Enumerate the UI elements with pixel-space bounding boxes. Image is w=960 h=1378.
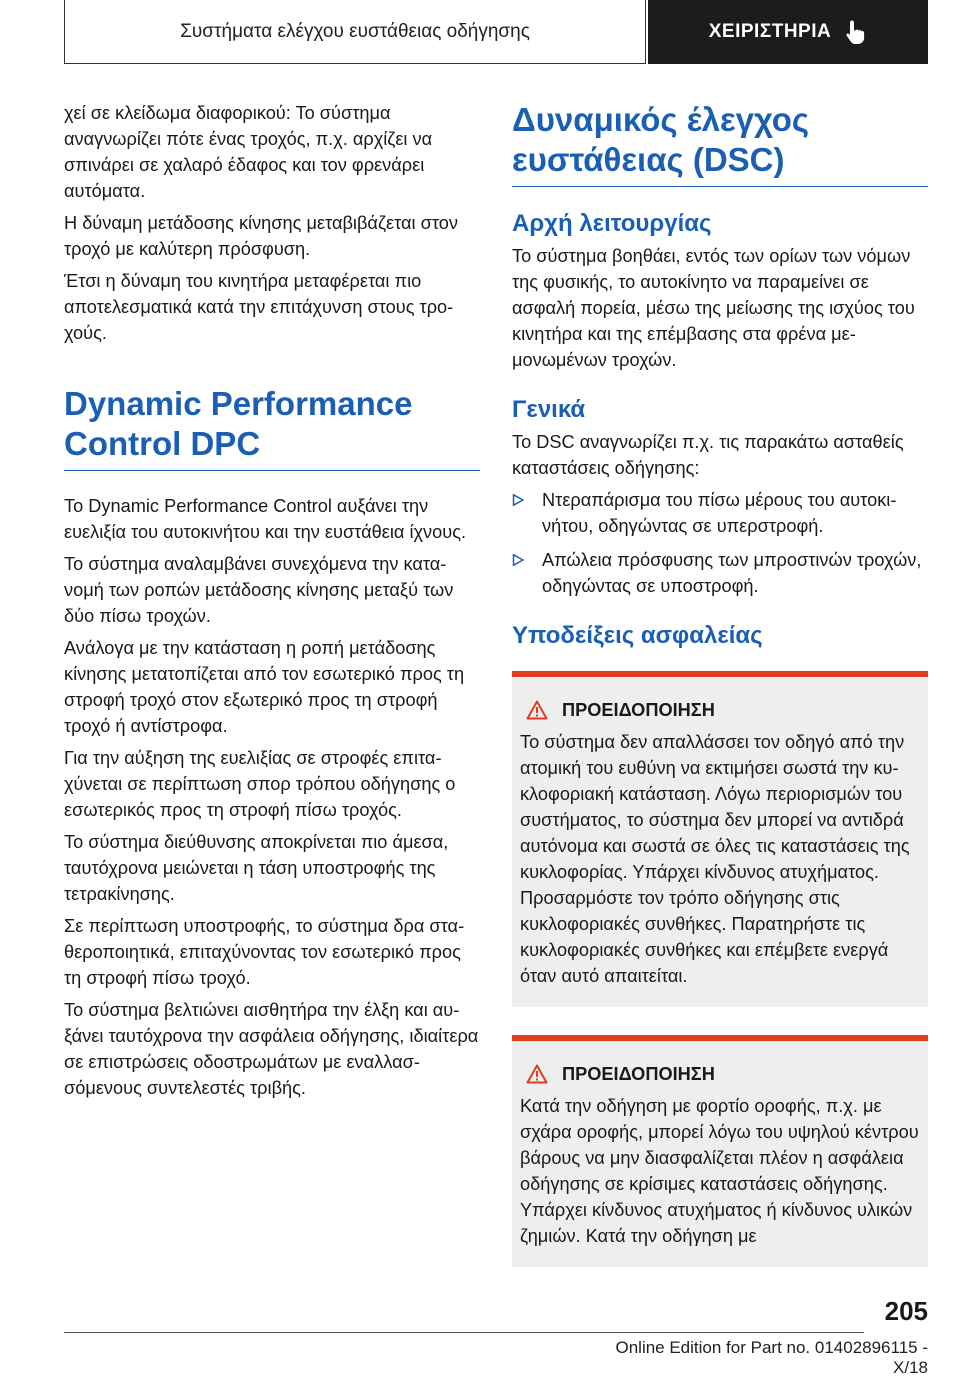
general-paragraph: Το DSC αναγνωρίζει π.χ. τις παρακάτω ασταθείς καταστάσεις οδήγησης: <box>512 432 904 478</box>
section-title: Συστήματα ελέγχου ευστάθειας οδήγησης <box>180 20 530 42</box>
triangle-bullet-icon <box>512 554 524 566</box>
list-item <box>512 547 928 599</box>
hand-pointer-icon <box>845 19 867 45</box>
header-manual-tab[interactable] <box>648 0 928 64</box>
principle-heading: Αρχή λειτουργίας <box>512 210 712 237</box>
dsc-heading: Δυναμικός έλεγχος ευστάθειας (DSC) <box>512 100 928 187</box>
dpc-paragraph: Ανάλογα με την κατάσταση η ροπή μετάδοσης κίνησης μετατοπίζεται από τον εσωτερικό προς τη στροφή τροχό στον εξωτερικό προς τη στροφή τροχό ή αντίστροφα. <box>64 638 465 736</box>
safety-heading: Υποδείξεις ασφαλείας <box>512 622 763 649</box>
manual-label: ΧΕΙΡΙΣΤΗΡΙΑ <box>708 21 832 42</box>
dpc-paragraph: Το Dynamic Performance Control αυξάνει την ευελιξία του αυτοκινήτου και την ευστάθεια ίχνους. <box>64 496 467 542</box>
warning-box <box>512 671 928 1007</box>
warning-title: ΠΡΟΕΙΔΟΠΟΙΗΣΗ <box>562 700 715 720</box>
warning-text: Κατά την οδήγηση με φορτίο οροφής, π.χ. με σχάρα οροφής, μπορεί λόγω του υψηλού κέντρου βάρους να μην διασφαλίζεται πλέον η ασφάλεια οδήγησης σε κρίσιμες καταστάσεις οδήγησης. Υπάρχει κίνδυνος ατυχήματος ή κίνδυνος υλικών ζημιών. Κατά την οδήγηση με <box>520 1096 919 1246</box>
principle-paragraph: Το σύστημα βοηθάει, εντός των ορίων των νόμων της φυσικής, το αυτοκίνητο να παραμείνει σε ασφαλή πορεία, μέσω της μείωσης της ισχύος του κινητήρα και της επέμβασης στα φρένα μεμονωμένων τροχών. <box>512 246 915 370</box>
dpc-paragraph: Σε περίπτωση υποστροφής, το σύστημα δρα σταθεροποιητικά, επιταχύνοντας τον εσωτερικό προς τη στροφή πίσω τροχό. <box>64 916 465 988</box>
list-item-text: Ντεραπάρισμα του πίσω μέρους του αυτοκινήτου, οδηγώντας σε υπερστροφή. <box>542 490 897 536</box>
list-item-text: Απώλεια πρόσφυσης των μπροστινών τροχών, οδηγώντας σε υποστροφή. <box>542 550 922 596</box>
warning-box <box>512 1035 928 1267</box>
intro-paragraph: Η δύναμη μετάδοσης κίνησης μεταβιβάζεται στον τροχό με καλύτερη πρόσφυση. <box>64 213 458 259</box>
warning-header <box>520 697 920 723</box>
footer-edition: Online Edition for Part no. 01402896115 - X/18 <box>615 1338 928 1377</box>
right-column <box>512 100 928 1267</box>
warning-title: ΠΡΟΕΙΔΟΠΟΙΗΣΗ <box>562 1064 715 1084</box>
dpc-paragraph: Το σύστημα διεύθυνσης αποκρίνεται πιο άμεσα, ταυτόχρονα μειώνεται η τάση υποστροφής της τετρακίνησης. <box>64 832 449 904</box>
triangle-bullet-icon <box>512 494 524 506</box>
list-item <box>512 487 928 539</box>
left-column <box>64 100 480 1107</box>
intro-paragraph: Έτσι η δύναμη του κινητήρα μεταφέρεται πιο αποτελεσματικά κατά την επιτάχυνση στους τροχούς. <box>64 271 454 343</box>
warning-triangle-icon <box>526 1064 548 1084</box>
footer-divider <box>64 1332 864 1333</box>
intro-paragraph: χεί σε κλείδωμα διαφορικού: Το σύστημα αναγνωρίζει πότε ένας τροχός, π.χ. αρχίζει να σπινάρει σε χαλαρό έδαφος και τον φρενάρει αυτόματα. <box>64 103 433 201</box>
dpc-paragraph: Το σύστημα βελτιώνει αισθητήρα την έλξη και αυξάνει ταυτόχρονα την ασφάλεια οδήγησης, ιδιαίτερα σε επιστρώσεις οδοστρωμάτων με εναλλασσόμενους συντελεστές τριβής. <box>64 1000 479 1098</box>
dpc-paragraph: Το σύστημα αναλαμβάνει συνεχόμενα την κατανομή των ροπών μετάδοσης κίνησης μεταξύ των δύο πίσω τροχών. <box>64 554 454 626</box>
instability-list <box>512 487 928 599</box>
warning-triangle-icon <box>526 700 548 720</box>
warning-text: Το σύστημα δεν απαλλάσσει τον οδηγό από την ατομική του ευθύνη να εκτιμήσει σωστά την κυκλοφοριακή κατάσταση. Λόγω περιορισμών του συστήματος, το σύστημα δεν μπορεί να αντιδρά αυτόνομα και σωστά σε όλες τις καταστάσεις της κυκλοφορίας. Υπάρχει κίνδυνος ατυχήματος. Προσαρμόστε τον τρόπο οδήγησης στις κυκλοφοριακές συνθήκες. Παρατηρήστε τις κυκλοφοριακές συνθήκες και επέμβετε ενεργά όταν αυτό απαιτείται. <box>520 732 910 986</box>
page-number: 205 <box>884 1296 928 1326</box>
general-heading: Γενικά <box>512 396 586 423</box>
dpc-paragraph: Για την αύξηση της ευελιξίας σε στροφές επιταχύνεται σε περίπτωση σπορ τρόπου οδήγησης ο εσωτερικός προς τη στροφή πίσω τροχός. <box>64 748 456 820</box>
header-section-title <box>64 0 646 64</box>
warning-header <box>520 1061 920 1087</box>
dpc-heading: Dynamic Performance Control DPC <box>64 384 480 471</box>
